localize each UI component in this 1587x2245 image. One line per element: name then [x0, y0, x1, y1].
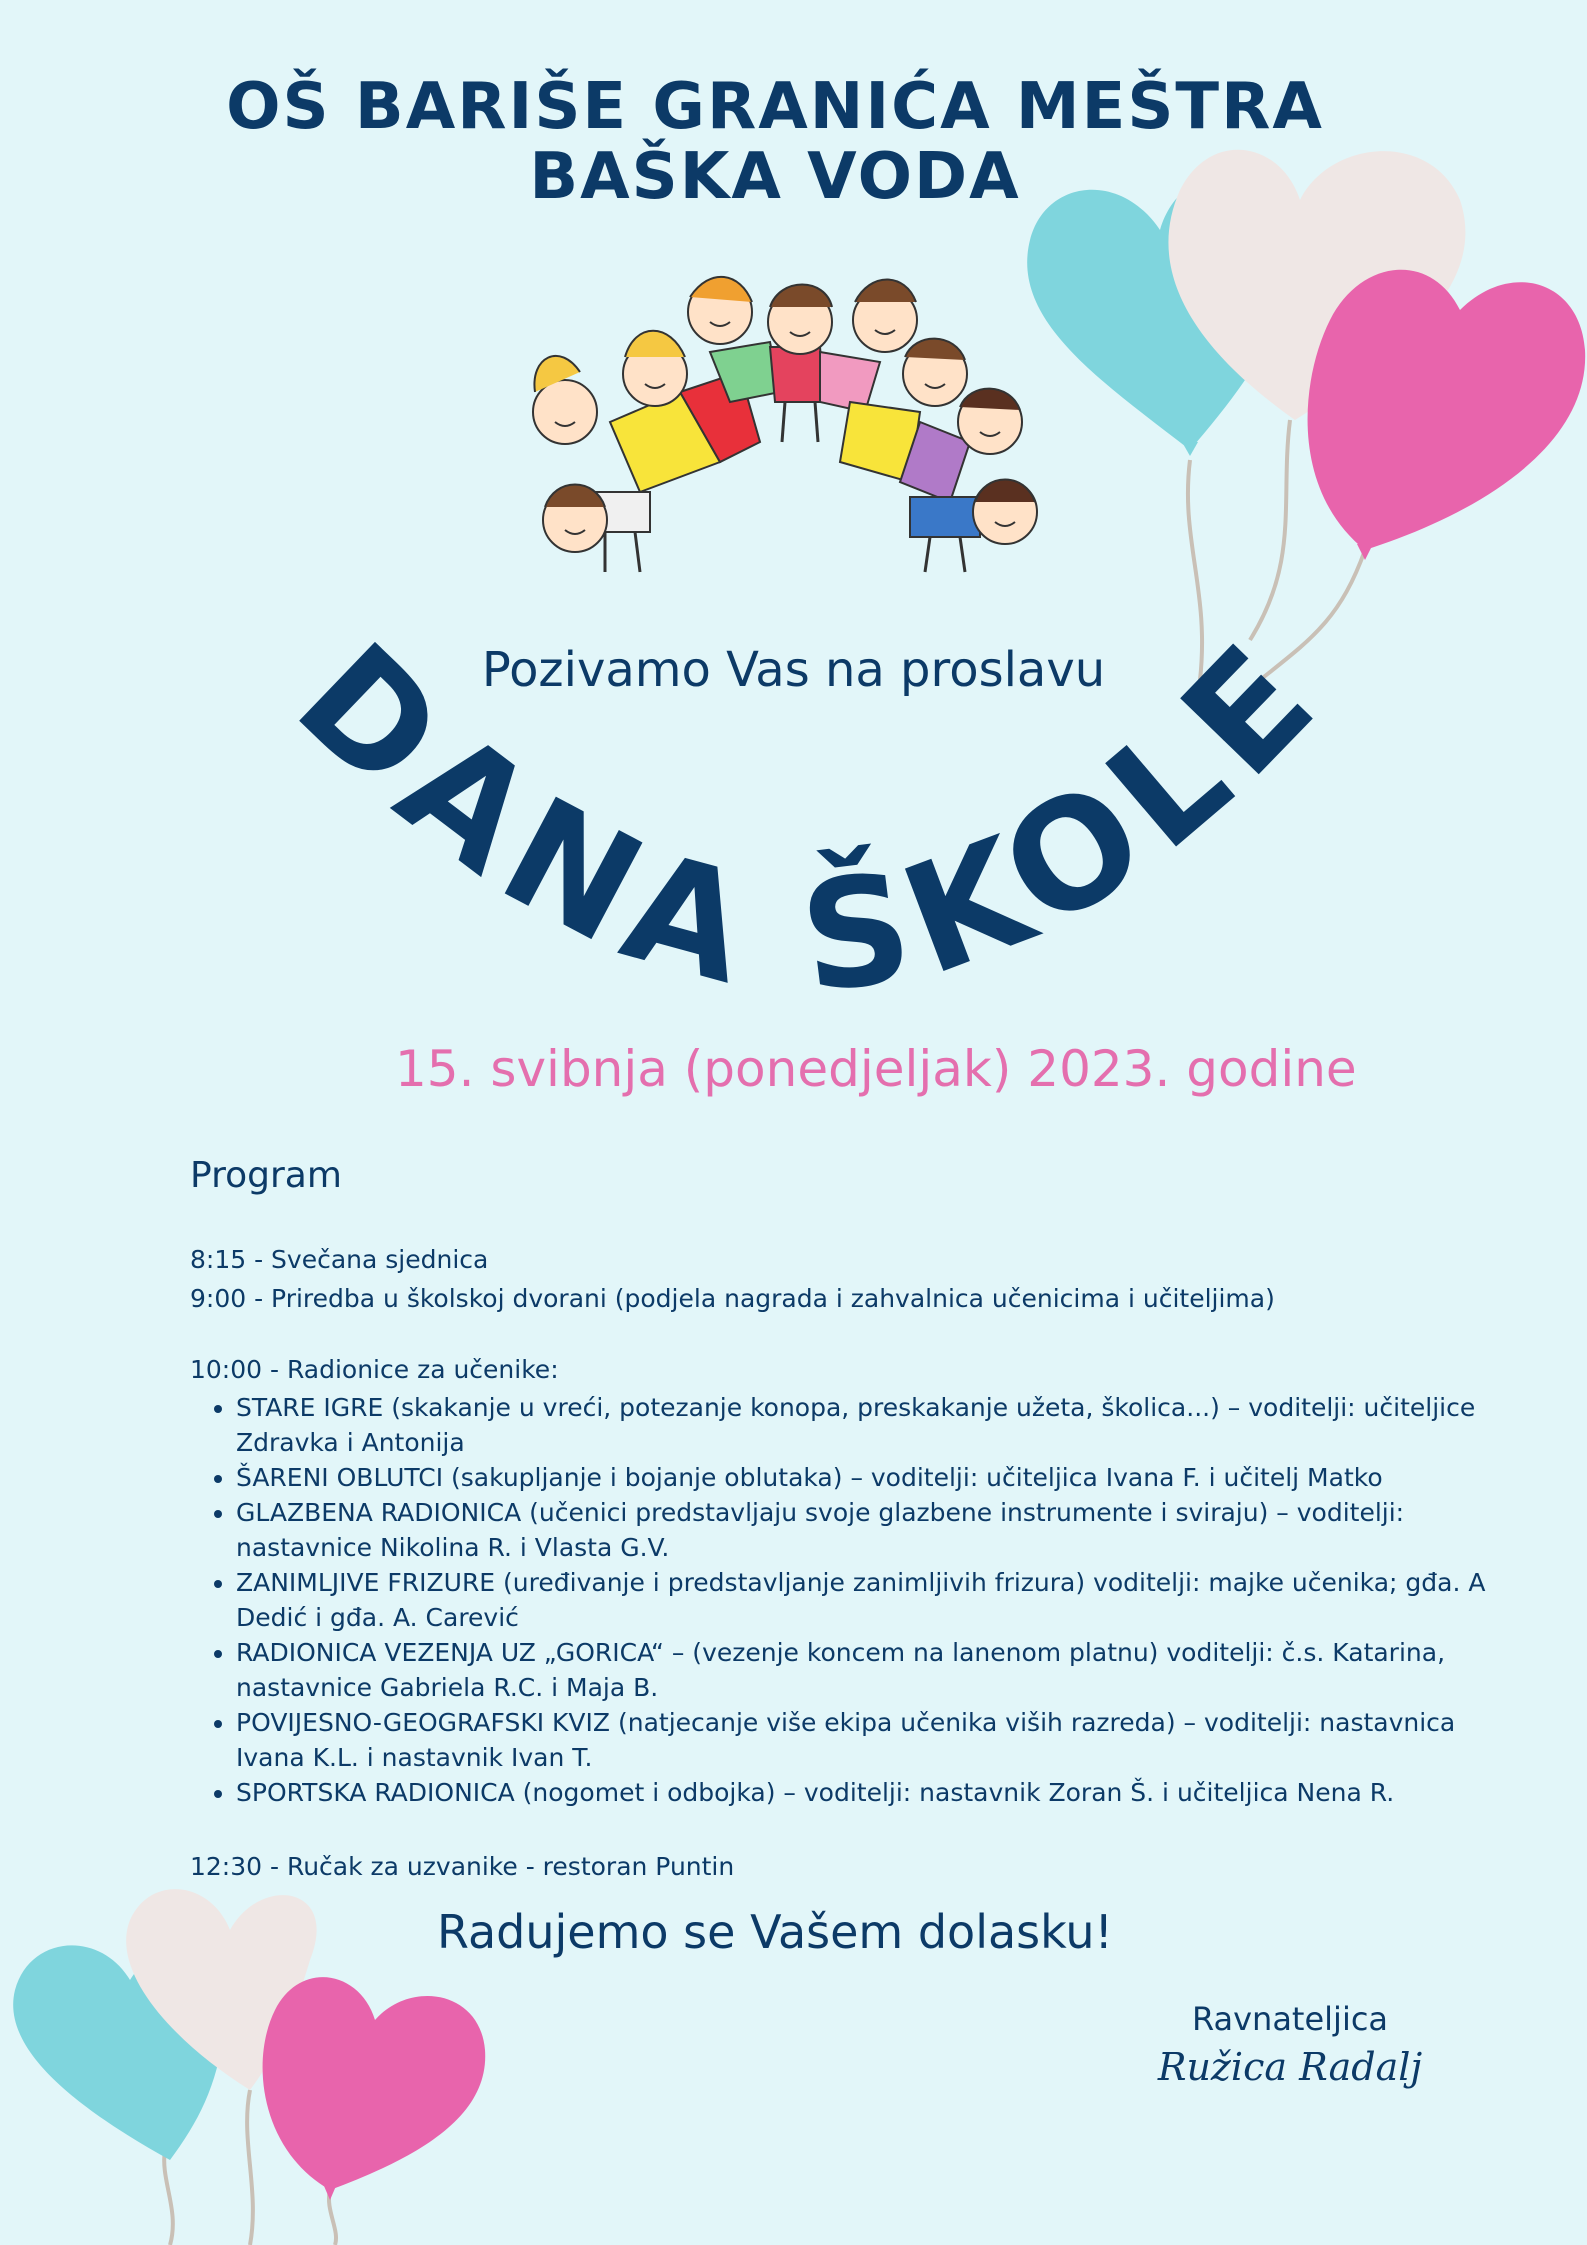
invitation-intro: Pozivamo Vas na proslavu: [481, 642, 1106, 698]
workshop-item: • GLAZBENA RADIONICA (učenici predstavljaju svoje glazbene instrumente i sviraju) – voditelji: nastavnice Nikolina R. i Vlasta G.V.: [236, 1495, 1496, 1565]
schedule-item: 9:00 - Priredba u školskoj dvorani (podjela nagrada i zahvalnica učenicima i učiteljima): [190, 1284, 1275, 1313]
workshop-item: • SPORTSKA RADIONICA (nogomet i odbojka) – voditelji: nastavnik Zoran Š. i učiteljica Nena R.: [236, 1775, 1496, 1810]
workshop-item: • STARE IGRE (skakanje u vreći, potezanje konopa, preskakanje užeta, školica...) – voditelji: učiteljice Zdravka i Antonija: [236, 1390, 1496, 1460]
principal-title: Ravnateljica: [1191, 2000, 1389, 2038]
event-title-text: DANA ŠKOLE: [264, 604, 1357, 1028]
schedule-item: 8:15 - Svečana sjednica: [190, 1245, 489, 1274]
principal-signature: Ružica Radalj: [1157, 2045, 1423, 2089]
schedule-item: 10:00 - Radionice za učenike:: [190, 1355, 559, 1384]
children-circle-illustration: [520, 262, 1060, 592]
closing-message: Radujemo se Vašem dolasku!: [437, 1905, 1113, 1959]
workshop-item: • POVIJESNO-GEOGRAFSKI KVIZ (natjecanje više ekipa učenika viših razreda) – voditelji: nastavnica Ivana K.L. i nastavnik Ivan T.: [236, 1705, 1496, 1775]
balloon-pink: [1308, 270, 1586, 550]
school-name: OŠ BARIŠE GRANIĆA MEŠTRA: [226, 70, 1324, 144]
workshop-item: • ŠARENI OBLUTCI (sakupljanje i bojanje oblutaka) – voditelji: učiteljica Ivana F. i učitelj Matko: [236, 1460, 1496, 1495]
school-location: BAŠKA VODA: [529, 140, 1021, 214]
event-date: 15. svibnja (ponedjeljak) 2023. godine: [395, 1040, 1357, 1098]
schedule-item: 12:30 - Ručak za uzvanike - restoran Puntin: [190, 1852, 735, 1881]
workshop-item: • RADIONICA VEZENJA UZ „GORICA“ – (vezenje koncem na lanenom platnu) voditelji: č.s. Katarina, nastavnice Gabriela R.C. i Maja B.: [236, 1635, 1496, 1705]
program-heading: Program: [190, 1155, 342, 1196]
workshop-list: [190, 1390, 1496, 1810]
workshop-item: • ZANIMLJIVE FRIZURE (uređivanje i predstavljanje zanimljivih frizura) voditelji: majke učenika; gđa. A Dedić i gđa. A. Carević: [236, 1565, 1496, 1635]
svg-text:DANA ŠKOLE: [264, 605, 1356, 1028]
event-title: [260, 600, 1360, 1028]
